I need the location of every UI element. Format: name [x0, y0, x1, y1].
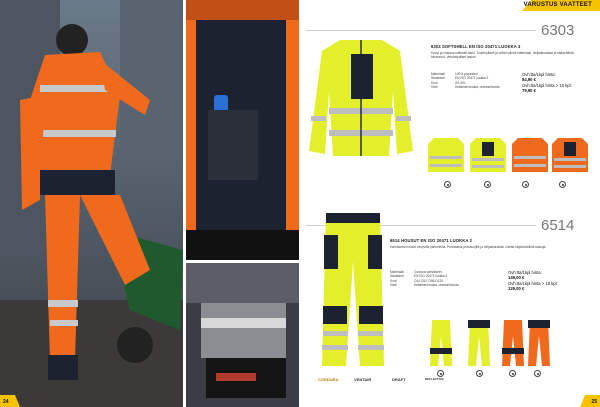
spec-label: Standardi: [431, 76, 445, 81]
product2-price-box: [508, 270, 593, 292]
spec-label: Värit: [390, 283, 397, 288]
pocket-detail-photo: [186, 0, 299, 260]
ventair-logo: VENTAIR: [354, 377, 372, 382]
price-label-bulk: Ovh:tta/1kpl hinta > 10 kpl:: [522, 82, 572, 88]
spec-label: Materiaali: [390, 270, 404, 274]
variant-orange-back: [528, 320, 550, 366]
page-number-right: 25: [591, 399, 597, 405]
variant-yellow-back: [468, 320, 490, 366]
product1-code: 6303: [541, 22, 575, 39]
variant-marker-icon[interactable]: [509, 370, 516, 377]
product1-description: Kevyt ja mukava softshell-takki. Tuulenpitävä ja vettä hylkivä materiaali. Heijastinraidat ja säädettävät hihansuut. Vetoketjulliset taskut.: [431, 51, 574, 60]
boot-detail-photo: [186, 263, 299, 407]
spec-label: Värit: [431, 85, 438, 90]
right-footer-bar: [580, 395, 600, 407]
product1-title: 6303 SOFTSHELL EN ISO 20471 LUOKKA 3: [431, 44, 521, 49]
variant-marker-icon[interactable]: [534, 370, 541, 377]
price-value-bulk: 129,00 €: [508, 286, 525, 292]
variant-yellow-back: [470, 138, 506, 172]
product1-jacket-image: [305, 36, 417, 161]
variant-marker-icon[interactable]: [437, 370, 444, 377]
variant-yellow-front: [430, 320, 452, 366]
variant-yellow-front: [428, 138, 464, 172]
spec-value: EN ISO 20471 luokka 3: [455, 76, 489, 81]
spec-label: Materiaali: [431, 72, 445, 76]
variant-marker-icon[interactable]: [444, 181, 451, 188]
page-number-left: 24: [3, 399, 9, 405]
price-value: 84,90 €: [522, 77, 536, 83]
product2-variant-thumbs: [430, 318, 550, 368]
spec-value: Keltainen/musta, oranssi/musta: [455, 85, 500, 90]
product1-price-box: [522, 72, 592, 94]
variant-marker-icon[interactable]: [559, 181, 566, 188]
spec-label: Koot: [431, 80, 438, 85]
product2-title: 6514 HOUSUT EN ISO 20471 LUOKKA 2: [390, 238, 473, 243]
price-value-bulk: 79,90 €: [522, 88, 536, 94]
cordura-logo: CORDURA: [318, 377, 339, 382]
product1-variant-thumbs: [428, 134, 593, 176]
variant-orange-front: [502, 320, 524, 366]
spec-value: EN ISO 20471 luokka 2: [414, 274, 448, 279]
price-label-bulk: Ovh:tta/1kpl hinta > 10 kpl:: [508, 280, 558, 286]
spec-value: C44-C62, D96-D120: [414, 278, 444, 283]
price-value: 149,00 €: [508, 275, 525, 281]
reflective-logo: REFLECTIVE: [425, 377, 444, 381]
draft-logo: DRAFT: [392, 377, 406, 382]
variant-marker-icon[interactable]: [522, 181, 529, 188]
variant-orange-front: [512, 138, 548, 172]
price-label: Ovh:tta/1kpl hinta:: [522, 72, 556, 77]
spec-value: Keltainen/musta, oranssi/musta: [414, 283, 459, 288]
variant-marker-icon[interactable]: [484, 181, 491, 188]
spec-label: Koot: [390, 278, 397, 283]
right-header-text: VARUSTUS VAATTEET: [523, 2, 592, 8]
variant-marker-icon[interactable]: [476, 370, 483, 377]
product1-spec-values: [455, 72, 515, 90]
product1-spec-labels: [431, 72, 455, 90]
spec-value: Cordura-vahvikkeet: [414, 270, 442, 274]
product2-spec-values: [414, 270, 502, 288]
product2-spec-labels: [390, 270, 414, 288]
spec-value: XS-4XL: [455, 80, 466, 85]
spec-value: 100% polyesteri: [455, 72, 478, 76]
worker-photo: [0, 0, 183, 407]
product1-code-rule: [306, 30, 536, 31]
product2-trousers-image: [318, 211, 388, 369]
spec-label: Standardi: [390, 274, 404, 279]
product2-code: 6514: [541, 217, 575, 234]
product2-description: Vahvistetut housut venyvillä paneeleilla. Polvitaskut polvisuojille ja heijastinraidat. Useita käytännöllisiä taskuja.: [390, 245, 547, 249]
variant-orange-back: [552, 138, 588, 172]
price-label: Ovh:tta/1kpl hinta:: [508, 270, 542, 275]
